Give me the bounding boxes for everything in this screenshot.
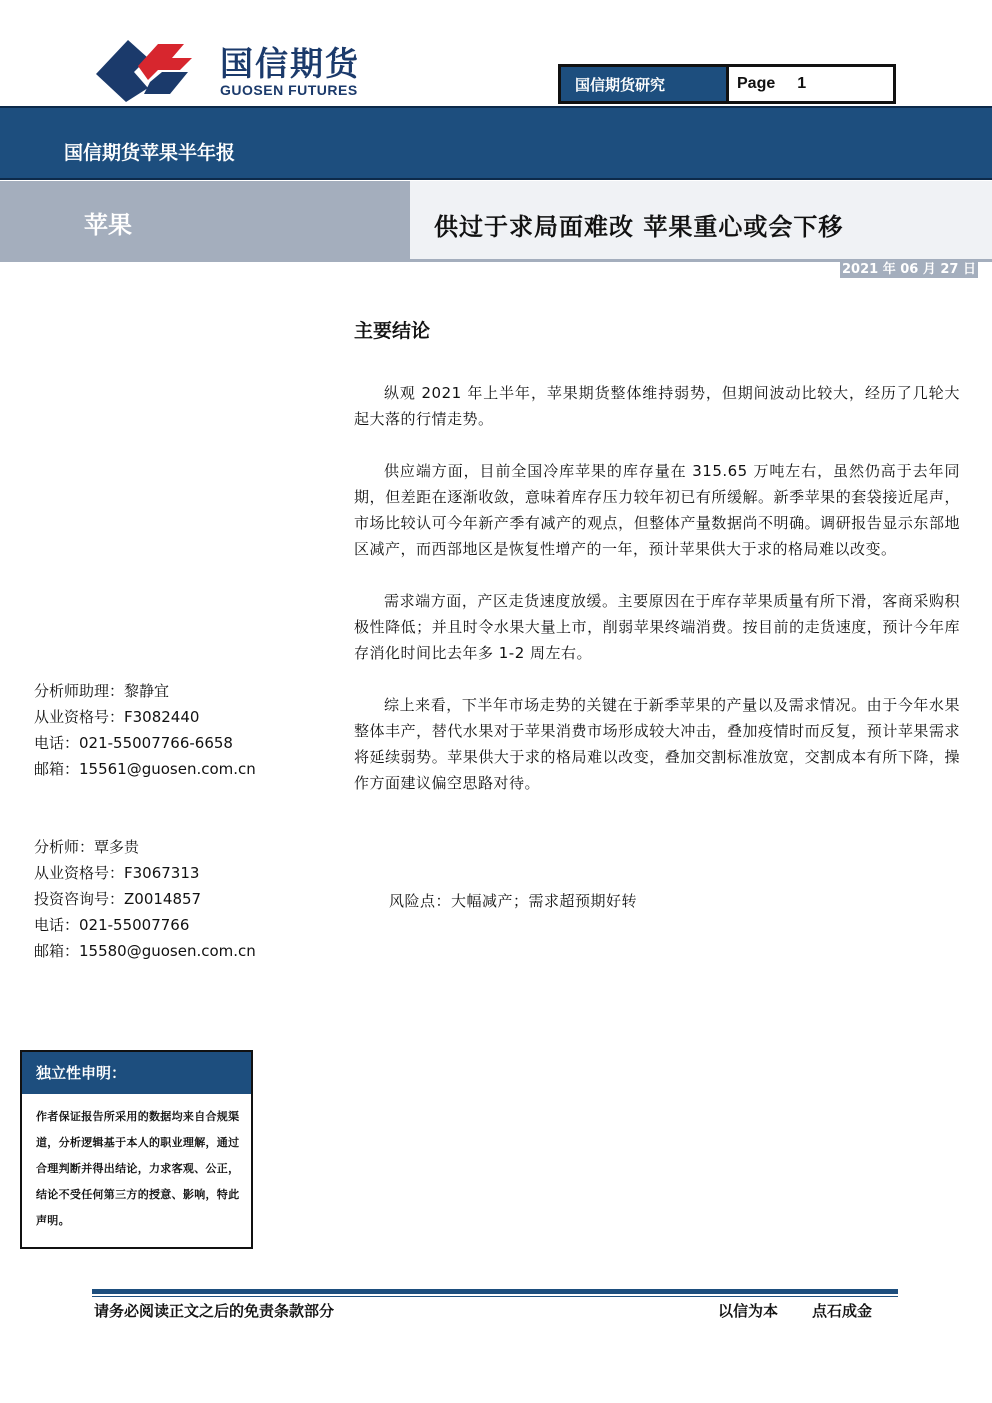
page-label: Page <box>737 75 776 92</box>
motto-2: 点石成金 <box>812 1302 873 1320</box>
page-number: 1 <box>797 75 807 92</box>
paragraph: 纵观 2021 年上半年，苹果期货整体维持弱势，但期间波动比较大，经历了几轮大起大落的行情走势。 <box>354 384 960 428</box>
category-title: 苹果 <box>84 211 132 239</box>
footer-rule-thin <box>92 1296 898 1297</box>
report-banner <box>0 106 992 180</box>
section-title: 主要结论 <box>354 320 431 342</box>
research-label: 国信期货研究 <box>561 67 729 101</box>
category-band <box>0 181 410 262</box>
paragraph: 供应端方面，目前全国冷库苹果的库存量在 315.65 万吨左右，虽然仍高于去年同期，但差距在逐渐收敛，意味着库存压力较年初已有所缓解。新季苹果的套袋接近尾声，市场比较认可今年新产季有减产的观点，但整体产量数据尚不明确。调研报告显示东部地区减产，而西部地区是恢复性增产的一年，预计苹果供大于求的格局难以改变。 <box>354 462 960 558</box>
guosen-logo-icon <box>96 36 210 102</box>
analyst-line: 从业资格号：F3082440 <box>34 708 200 726</box>
analyst-line: 投资咨询号：Z0014857 <box>34 890 202 908</box>
analyst-line: 电话：021-55007766 <box>34 916 190 934</box>
conclusion-paragraphs <box>354 380 960 822</box>
logo-chinese-name: 国信期货 <box>220 44 360 83</box>
company-motto <box>718 1300 872 1321</box>
report-headline: 供过于求局面难改 苹果重心或会下移 <box>434 213 844 241</box>
analyst-info <box>34 834 256 964</box>
analyst-line: 分析师：覃多贵 <box>34 838 140 856</box>
analyst-assistant-info <box>34 678 256 782</box>
disclaimer-notice: 请务必阅读正文之后的免责条款部分 <box>94 1302 335 1320</box>
risk-note: 风险点：大幅减产；需求超预期好转 <box>389 892 638 910</box>
analyst-line: 从业资格号：F3067313 <box>34 864 200 882</box>
footer-rule <box>92 1289 898 1294</box>
independence-statement <box>20 1050 253 1249</box>
logo-english-name: GUOSEN FUTURES <box>220 82 358 98</box>
analyst-line: 邮箱：15561@guosen.com.cn <box>34 760 256 778</box>
paragraph: 需求端方面，产区走货速度放缓。主要原因在于库存苹果质量有所下滑，客商采购积极性降低；并且时令水果大量上市，削弱苹果终端消费。按目前的走货速度，预计今年库存消化时间比去年多 1-2 周左右。 <box>354 592 960 662</box>
independence-title: 独立性申明： <box>22 1052 251 1094</box>
page-indicator <box>558 64 896 104</box>
analyst-line: 分析师助理：黎静宜 <box>34 682 170 700</box>
page-number-cell <box>729 67 893 101</box>
independence-body: 作者保证报告所采用的数据均来自合规渠道，分析逻辑基于本人的职业理解，通过合理判断并得出结论，力求客观、公正，结论不受任何第三方的授意、影响，特此声明。 <box>36 1110 240 1227</box>
analyst-line: 电话：021-55007766-6658 <box>34 734 233 752</box>
report-type: 国信期货苹果半年报 <box>64 142 236 164</box>
motto-1: 以信为本 <box>718 1302 779 1320</box>
paragraph: 综上来看，下半年市场走势的关键在于新季苹果的产量以及需求情况。由于今年水果整体丰产，替代水果对于苹果消费市场形成较大冲击，叠加疫情时而反复，预计苹果需求将延续弱势。苹果供大于求的格局难以改变，叠加交割标准放宽，交割成本有所下降，操作方面建议偏空思路对待。 <box>354 696 960 792</box>
company-logo <box>96 32 386 104</box>
analyst-line: 邮箱：15580@guosen.com.cn <box>34 942 256 960</box>
report-date: 2021 年 06 月 27 日 <box>842 262 976 277</box>
